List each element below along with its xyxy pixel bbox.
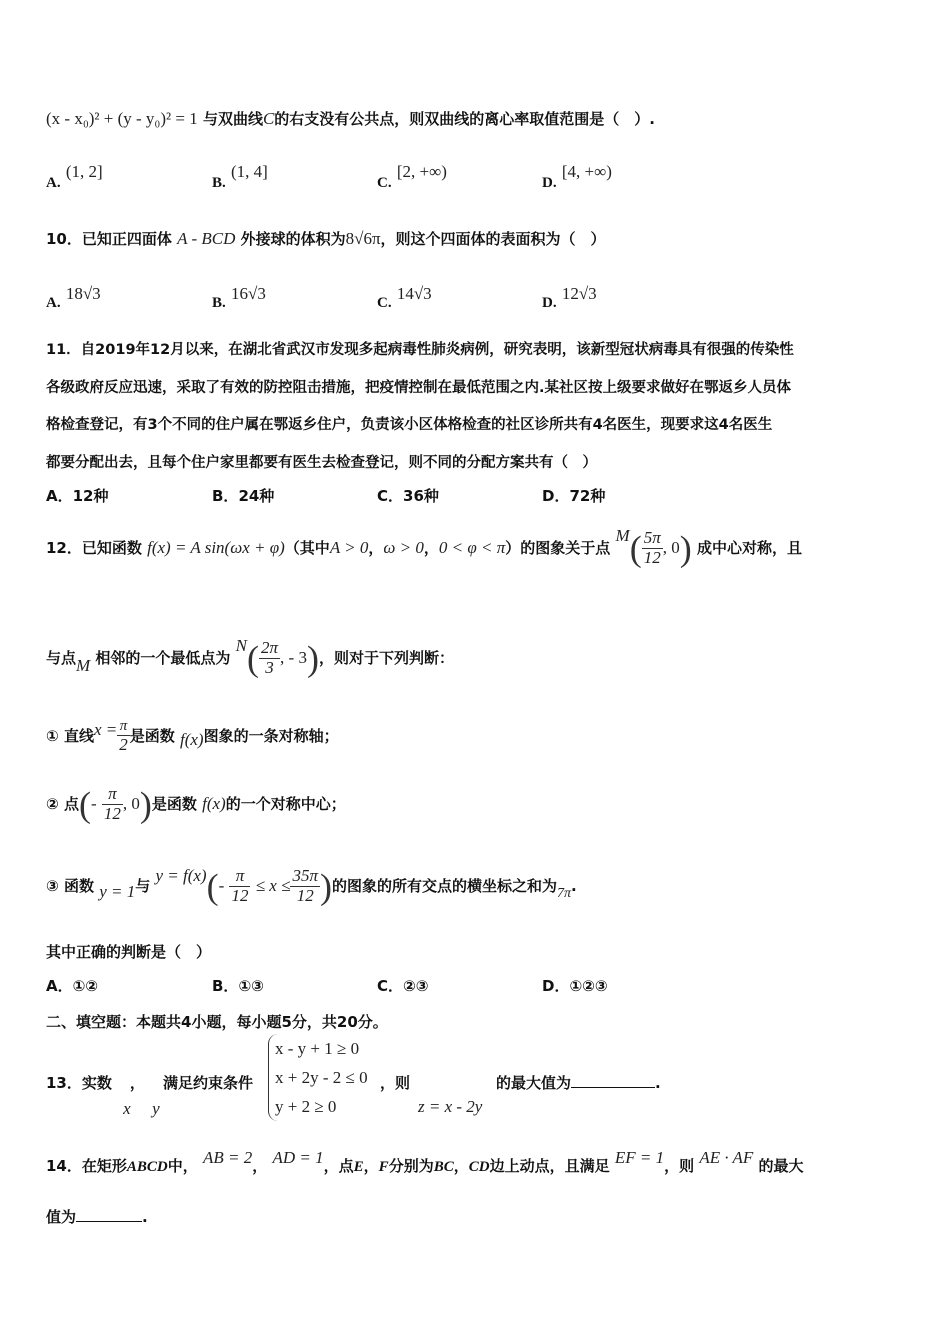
q11-option-c: C．36种 bbox=[377, 487, 439, 505]
q10-option-d: D. 12√3 bbox=[542, 284, 597, 311]
q9-option-c: C. [2, +∞) bbox=[377, 162, 447, 191]
q12-statement-1: ① 直线x = $\frac{\pi}{2}$ 是函数 f(x)图象的一条对称轴； bbox=[46, 718, 339, 754]
q11-line-1: 11．自2019年12月以来，在湖北省武汉市发现多起病毒性肺炎病例，研究表明，该新型冠状病毒具有很强的传染性 bbox=[46, 342, 794, 358]
q13-constraints: x - y + 1 ≥ 0 x + 2y - 2 ≤ 0 y + 2 ≥ 0 bbox=[268, 1034, 368, 1121]
q11-line-2: 各级政府反应迅速，采取了有效的防控阻击措施，把疫情控制在最低范围之内.某社区按上级要求做好在鄂返乡人员体 bbox=[46, 380, 792, 396]
q9-option-d: D. [4, +∞) bbox=[542, 162, 612, 191]
q10-option-c: C. 14√3 bbox=[377, 284, 432, 311]
q12-option-b: B．①③ bbox=[212, 977, 264, 995]
q12-stem-line-2: 与点M 相邻的一个最低点为 N( $\frac{2\pi}{3}$ , - 3)，则对于下列判断： bbox=[46, 636, 454, 679]
q9-option-a: A. (1, 2] bbox=[46, 162, 103, 191]
q10-option-b: B. 16√3 bbox=[212, 284, 266, 311]
q13-tail: ，则 bbox=[380, 1074, 411, 1092]
q12-option-a: A．①② bbox=[46, 977, 99, 995]
section-heading: 二、填空题：本题共4小题，每小题5分，共20分。 bbox=[46, 1013, 388, 1031]
q11-line-3: 格检查登记，有3个不同的住户属在鄂返乡住户，负责该小区体格检查的社区诊所共有4名医生，现要求这4名医生 bbox=[46, 417, 773, 433]
q10-stem: 10．已知正四面体 A - BCD 外接球的体积为8√6π，则这个四面体的表面积为（ ） bbox=[46, 229, 606, 248]
q12-stem-line-1: 12．已知函数 f(x) = A sin(ωx + φ)（其中A > 0，ω > 0，0 < φ < π）的图象关于点 M( $\frac{5\pi}{12}$ , 0) 成中心对称，且 bbox=[46, 526, 802, 569]
q13-answer: 的最大值为 . bbox=[496, 1074, 661, 1092]
q9-option-b: B. (1, 4] bbox=[212, 162, 268, 191]
q12-statement-2: ② 点(- $\frac{\pi}{12}$ , 0)是函数 f(x)的一个对称中心； bbox=[46, 784, 346, 825]
q13-stem: 13．实数 x ， y 满足约束条件 bbox=[46, 1074, 253, 1118]
q11-option-b: B．24种 bbox=[212, 487, 275, 505]
q14-line-2: 值为 . bbox=[46, 1208, 148, 1226]
q11-option-d: D．72种 bbox=[542, 487, 606, 505]
q11-option-a: A．12种 bbox=[46, 487, 109, 505]
q12-statement-3: ③ 函数 y = 1与 y = f(x)(- $\frac{\pi}{12}$ ≤ x ≤ $\frac{35\pi}{12}$ )的图象的所有交点的横坐标之和为7π. bbox=[46, 866, 577, 907]
q11-line-4: 都要分配出去，且每个住户家里都要有医生去检查登记，则不同的分配方案共有（ ） bbox=[46, 455, 597, 471]
q14-blank[interactable] bbox=[76, 1221, 142, 1222]
q13-objective: z = x - 2y bbox=[418, 1097, 483, 1116]
q12-ask: 其中正确的判断是（ ） bbox=[46, 943, 212, 961]
q14-line-1: 14．在矩形ABCD中， AB = 2， AD = 1，点E，F分别为BC，CD边上动点，且满足 EF = 1，则 AE · AF 的最大 bbox=[46, 1148, 804, 1175]
q12-option-d: D．①②③ bbox=[542, 977, 608, 995]
q10-option-a: A. 18√3 bbox=[46, 284, 101, 311]
q9-equation: (x - x₀)² + (y - y₀)² = 1 bbox=[46, 109, 198, 128]
q12-option-c: C．②③ bbox=[377, 977, 429, 995]
q9-stem: (x - x₀)² + (y - y₀)² = 1 与双曲线C的右支没有公共点，则双曲线的离心率取值范围是（ ）. bbox=[46, 109, 655, 128]
q13-blank[interactable] bbox=[571, 1087, 655, 1088]
